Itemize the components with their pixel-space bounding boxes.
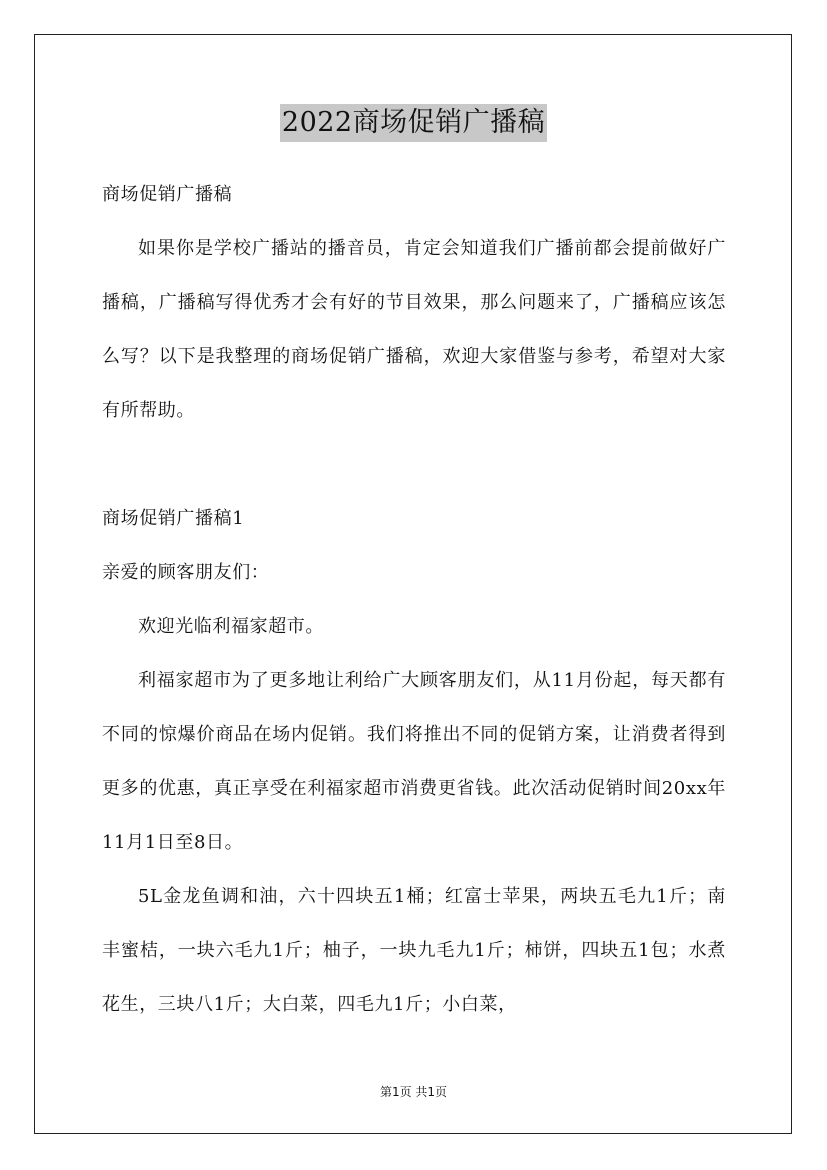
document-title: 2022商场促销广播稿 <box>280 104 547 142</box>
welcome-paragraph: 欢迎光临利福家超市。 <box>138 616 324 637</box>
title-container <box>0 104 827 142</box>
section-heading: 商场促销广播稿 <box>102 184 233 205</box>
price-list-paragraph: 5L金龙鱼调和油，六十四块五1桶；红富士苹果，两块五毛九1斤；南丰蜜桔，一块六毛九1斤；柚子，一块九毛九1斤；柿饼，四块五1包；水煮花生，三块八1斤；大白菜，四毛九1斤；小白菜， <box>102 886 726 1015</box>
paragraph-gap <box>102 438 726 492</box>
page-number-footer: 第1页 共1页 <box>379 1085 448 1099</box>
document-body <box>102 168 726 1032</box>
promotion-paragraph: 利福家超市为了更多地让利给广大顾客朋友们，从11月份起，每天都有不同的惊爆价商品在场内促销。我们将推出不同的促销方案，让消费者得到更多的优惠，真正享受在利福家超市消费更省钱。此次活动促销时间20xx年11月1日至8日。 <box>102 670 726 853</box>
intro-paragraph: 如果你是学校广播站的播音员，肯定会知道我们广播前都会提前做好广播稿，广播稿写得优秀才会有好的节目效果，那么问题来了，广播稿应该怎么写？以下是我整理的商场促销广播稿，欢迎大家借鉴与参考，希望对大家有所帮助。 <box>102 238 726 421</box>
subsection-heading: 商场促销广播稿1 <box>102 508 245 529</box>
salutation: 亲爱的顾客朋友们： <box>102 562 270 583</box>
